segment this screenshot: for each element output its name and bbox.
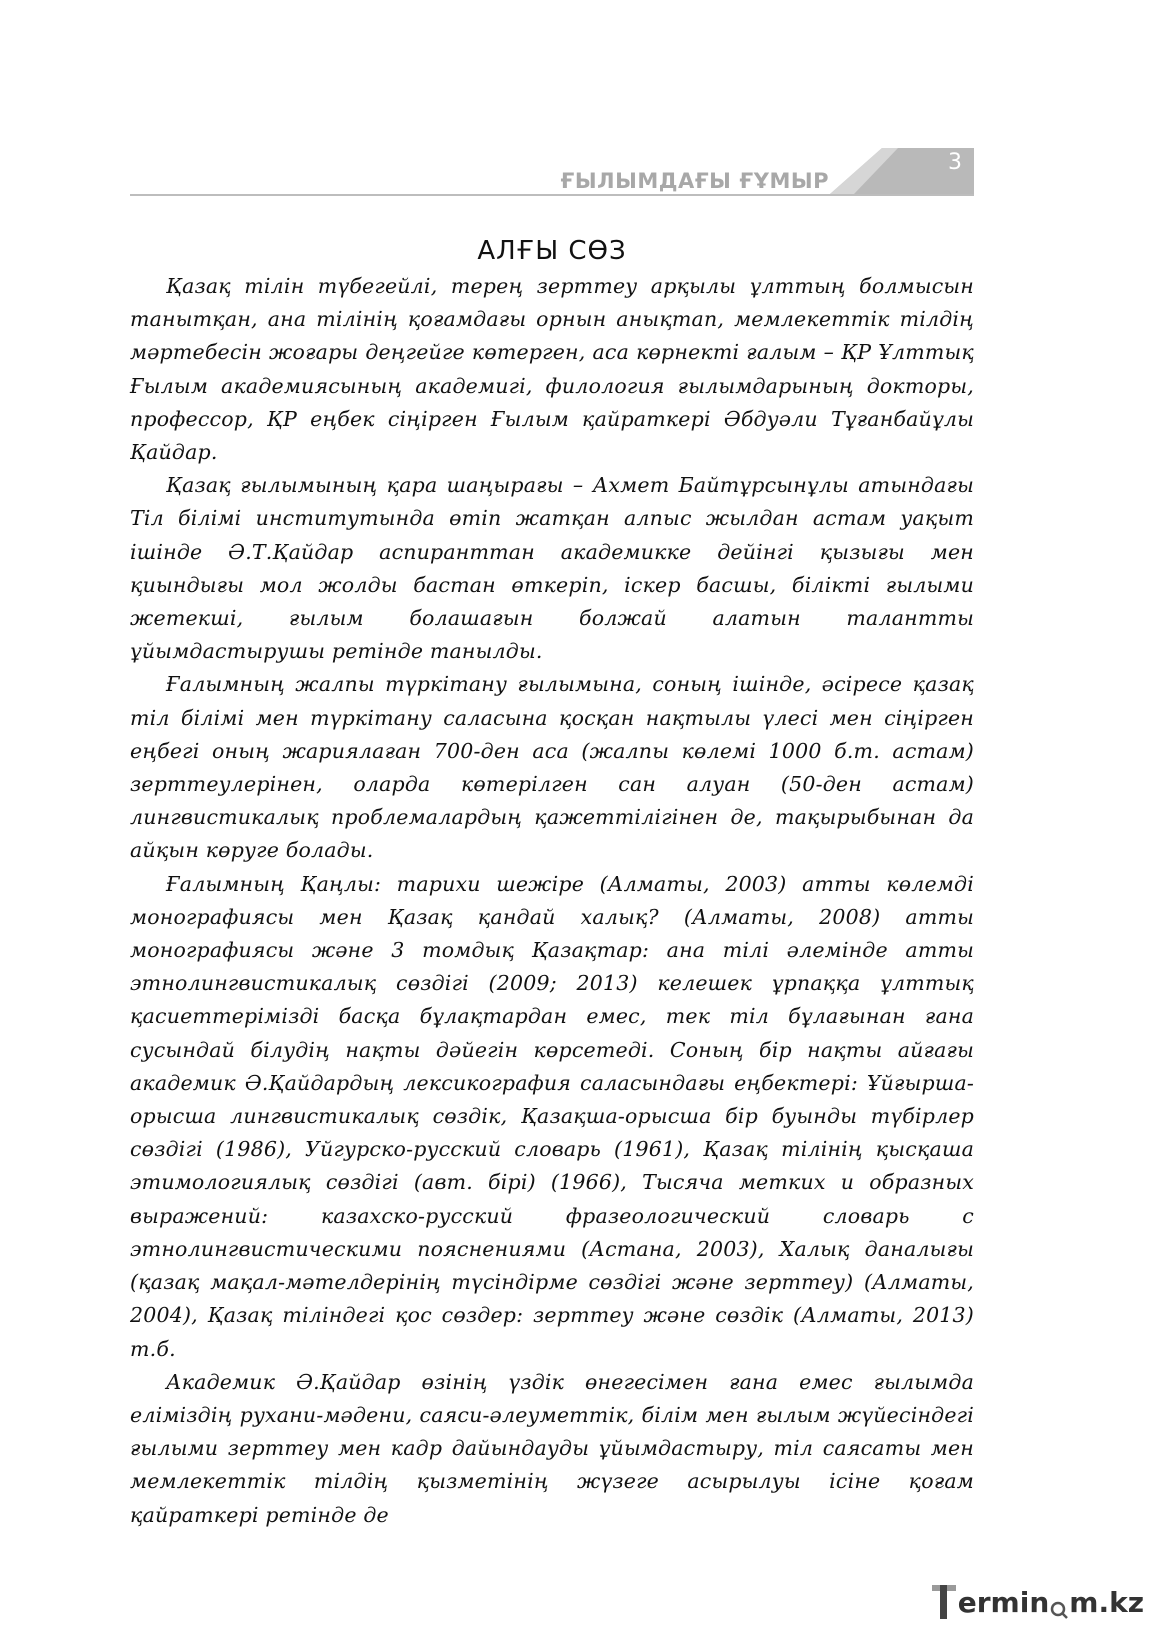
termincom-watermark	[932, 1583, 1144, 1621]
watermark-suffix: m.kz	[1069, 1585, 1144, 1619]
watermark-t-logo	[932, 1585, 956, 1619]
header-rule	[130, 194, 974, 196]
paragraph: Академик Ә.Қайдар өзінің үздік өнегесімен ғана емес ғылымда еліміздің рухани-мәдени, саяси-әлеуметтік, білім мен ғылым жүйесіндегі ғылыми зерттеу мен кадр дайындауды ұйымдастыру, тіл саясаты мен мемлекеттік тілдің қызметінің жүзеге асырылуы ісіне қоғам қайраткері ретінде де	[130, 1369, 974, 1527]
header-tab-shape	[830, 148, 974, 194]
running-header	[130, 148, 974, 196]
page-number: 3	[948, 150, 962, 175]
page-title: АЛҒЫ СӨЗ	[477, 236, 627, 266]
running-title: ҒЫЛЫМДАҒЫ ҒҰМЫР	[560, 169, 829, 193]
magnifier-icon	[1050, 1593, 1068, 1611]
paragraph: Қазақ тілін түбегейлі, терең зерттеу арқылы ұлттың болмысын танытқан, ана тілінің қоғамдағы орнын анықтап, мемлекеттік тілдің мәртебесін жоғары деңгейге көтерген, аса көрнекті ғалым – ҚР Ұлттық Ғылым академиясының академигі, филология ғылымдарының докторы, профессор, ҚР еңбек сіңірген Ғылым қайраткері Әбдуәли Тұғанбайұлы Қайдар.	[130, 274, 974, 465]
watermark-prefix: ermin	[957, 1585, 1050, 1619]
paragraph: Қазақ ғылымының қара шаңырағы – Ахмет Байтұрсынұлы атындағы Тіл білімі институтында өтіп жатқан алпыс жылдан астам уақыт ішінде Ә.Т.Қайдар аспиранттан академикке дейінгі қызығы мен қиындығы мол жолды бастан өткеріп, іскер басшы, білікті ғылыми жетекші, ғылым болашағын болжай алатын талантты ұйымдастырушы ретінде танылды.	[130, 473, 974, 664]
paragraph: Ғалымның Қаңлы: тарихи шежіре (Алматы, 2003) атты көлемді монографиясы мен Қазақ қандай халық? (Алматы, 2008) атты монографиясы және 3 томдық Қазақтар: ана тілі әлемінде атты этнолингвистикалық сөздігі (2009; 2013) келешек ұрпаққа ұлттық қасиеттерімізді басқа бұлақтардан емес, тек тіл бұлағынан ғана сусындай білудің нақты дәйегін көрсетеді. Соның бір нақты айғағы академик Ә.Қайдардың лексикография саласындағы еңбектері: Ұйғырша-орысша лингвистикалық сөздік, Қазақша-орысша бір буынды түбірлер сөздігі (1986), Уйгурско-русский словарь (1961), Қазақ тілінің қысқаша этимологиялық сөздігі (авт. бірі) (1966), Тысяча метких и образных выражений: казахско-русский фразеологический словарь с этнолингвистическими пояснениями (Астана, 2003), Халық даналығы (қазақ мақал-мәтелдерінің түсіндірме сөздігі және зерттеу) (Алматы, 2004), Қазақ тіліндегі қос сөздер: зерттеу және сөздік (Алматы, 2013) т.б.	[130, 871, 974, 1361]
paragraph: Ғалымның жалпы түркітану ғылымына, соның ішінде, әсіресе қазақ тіл білімі мен түркітану саласына қосқан нақтылы үлесі мен сіңірген еңбегі оның жариялаған 700-ден аса (жалпы көлемі 1000 б.т. астам) зерттеулерінен, оларда көтерілген сан алуан (50-ден астам) лингвистикалық проблемалардың қажеттілігінен де, тақырыбынан да айқын көруге болады.	[130, 672, 974, 863]
body-text	[130, 270, 974, 1532]
